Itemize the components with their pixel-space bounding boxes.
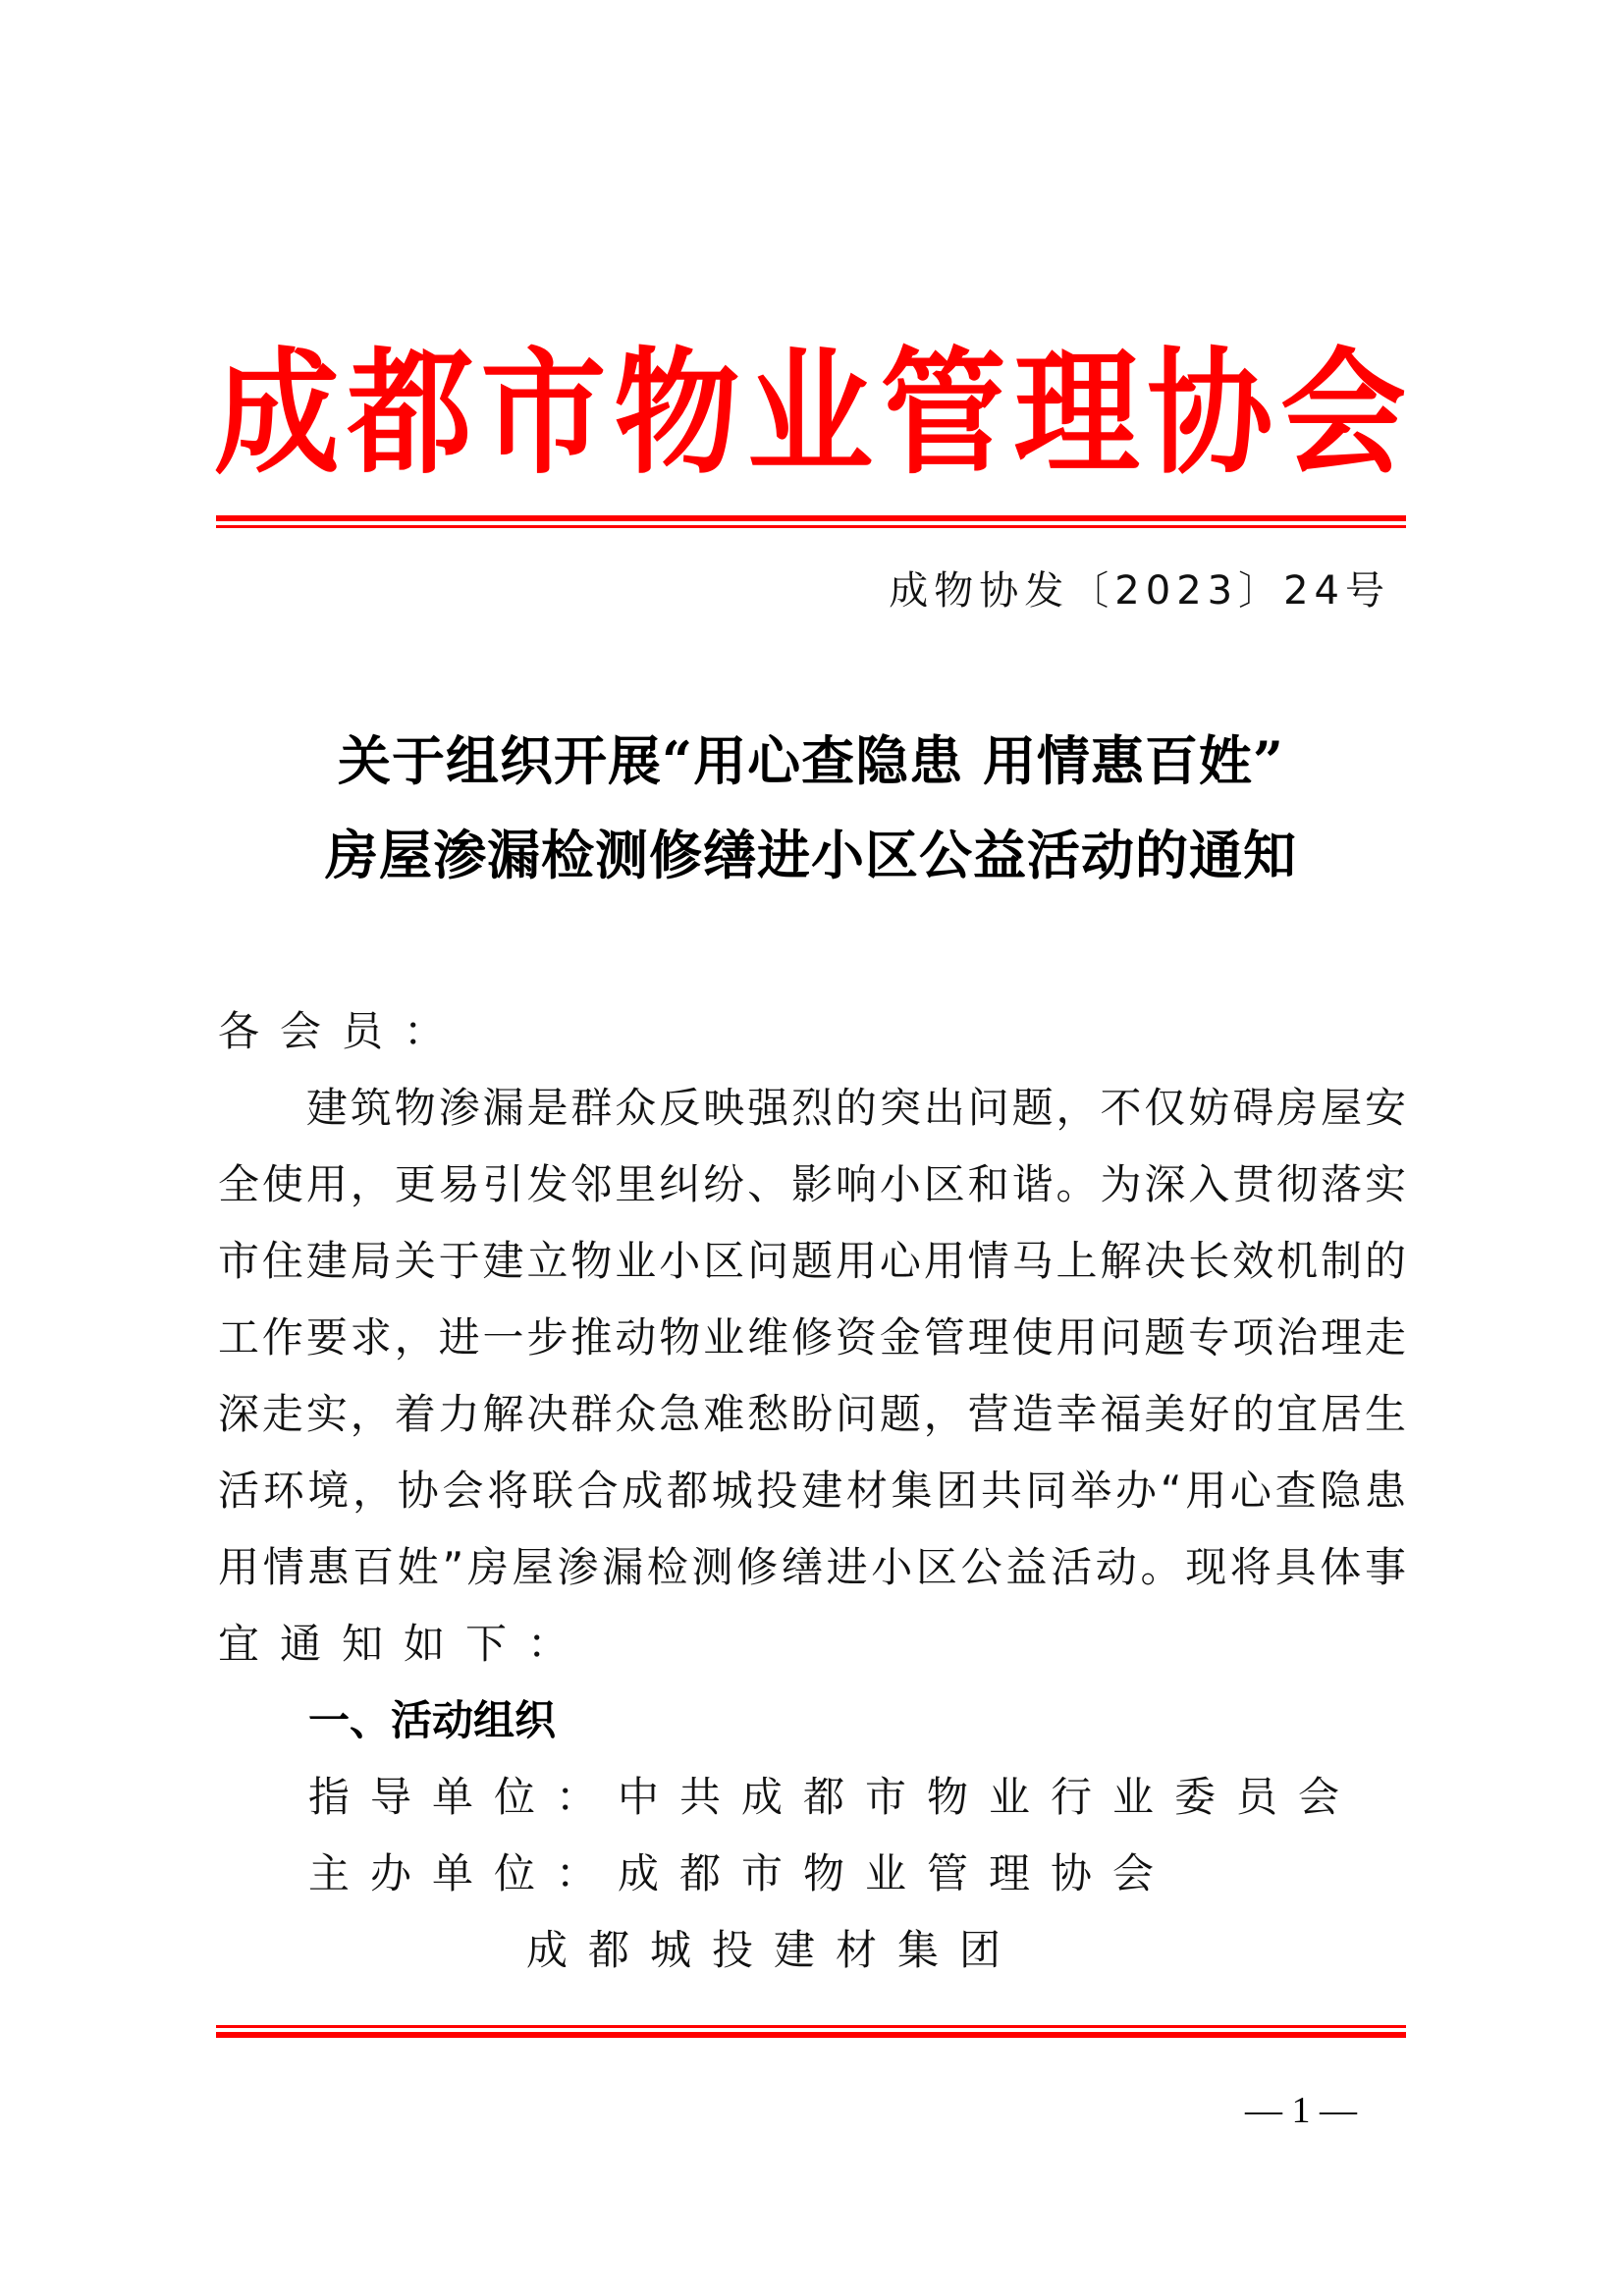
document-title-line-1: 关于组织开展“用心查隐患 用情惠百姓” [338,729,1284,792]
organization-title: 成都市物业管理协会 [214,334,1406,494]
host-unit-value: 成都城投建材集团 [526,1926,1022,1974]
body-line: 活环境，协会将联合成都城投建材集团共同举办“用心查隐患 [218,1467,1406,1515]
body-line: 全使用，更易引发邻里纠纷、影响小区和谐。为深入贯彻落实 [218,1160,1406,1208]
host-unit-row [308,1836,1174,1912]
section-heading: 一、活动组织 [308,1696,557,1744]
salutation: 各会员： [218,1007,466,1055]
host-unit-row-2 [526,1912,1021,1989]
guide-unit-label: 指导单位： [308,1773,619,1821]
body-line: 工作要求，进一步推动物业维修资金管理使用问题专项治理走 [218,1313,1406,1362]
header-rule-thick [216,515,1406,521]
header-rule-thin [216,525,1406,528]
page-number: — 1 — [1245,2090,1357,2131]
body-line: 宜通知如下： [218,1620,590,1668]
document-number: 成物协发〔2023〕24号 [889,568,1390,614]
host-unit-value: 成都市物业管理协会 [618,1849,1175,1897]
footer-rule-thin [216,2025,1406,2028]
body-line: 建筑物渗漏是群众反映强烈的突出问题，不仅妨碍房屋安 [218,1084,1406,1132]
guide-unit-value: 中共成都市物业行业委员会 [618,1773,1361,1821]
body-line: 市住建局关于建立物业小区问题用心用情马上解决长效机制的 [218,1237,1406,1285]
footer-rule-thick [216,2032,1406,2038]
body-line: 用情惠百姓”房屋渗漏检测修缮进小区公益活动。现将具体事 [218,1543,1406,1591]
body-line: 深走实，着力解决群众急难愁盼问题，营造幸福美好的宜居生 [218,1390,1406,1438]
document-title-line-2: 房屋渗漏检测修缮进小区公益活动的通知 [325,824,1297,886]
guide-unit-row [308,1759,1360,1836]
host-unit-label: 主办单位： [308,1849,619,1897]
